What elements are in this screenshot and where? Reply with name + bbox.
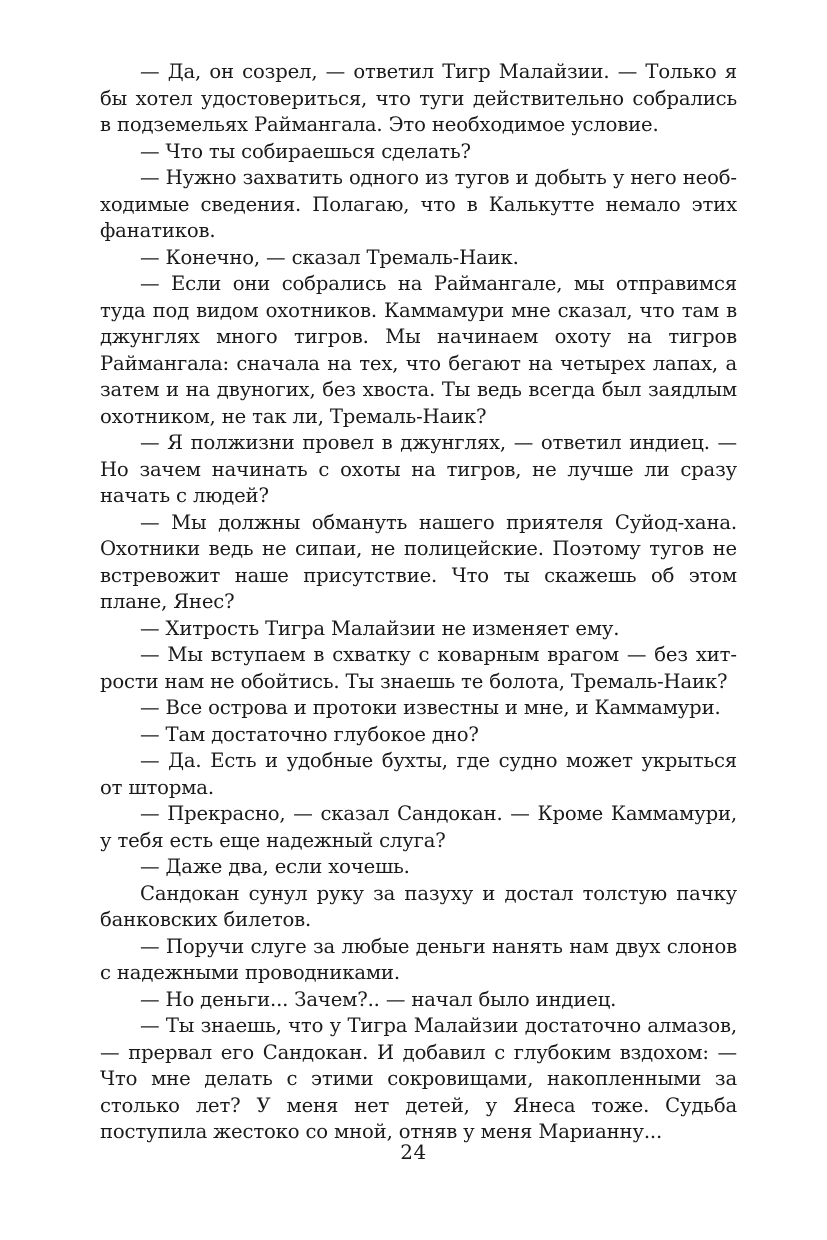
paragraph: — Я полжизни провел в джунглях, — ответил индиец. — Но зачем начинать с охоты на тигров, не лучше ли сразу начать с людей? [100, 431, 737, 507]
paragraph: — Что ты собираешься сделать? [140, 139, 471, 163]
paragraph: — Ты знаешь, что у Тигра Малайзии достаточно алмазов, — прервал его Сандокан. И добавил с глубоким вздохом: — Что мне делать с этими сокровищами, накопленными за столько лет? У меня нет детей, у Янеса тоже. Судьба поступила жестоко со мной, отняв у меня Марианну... [100, 1014, 737, 1143]
paragraph: — Хитрость Тигра Малайзии не изменяет ему. [140, 616, 620, 640]
paragraph: — Да, он созрел, — ответил Тигр Малайзии. — Только я бы хотел удостовериться, что туги действительно собрались в подземельях Раймангала. Это необходимое условие. [100, 60, 737, 136]
paragraph: — Если они собрались на Раймангале, мы отправимся туда под видом охотников. Каммамури мне сказал, что там в джунглях много тигров. Мы начинаем охоту на тигров Раймангала: сначала на тех, что бегают на четырех лапах, а затем и на двуногих, без хвоста. Ты ведь всегда был заядлым охотником, не так ли, Тремаль-Наик? [100, 272, 737, 428]
paragraph: — Да. Есть и удобные бухты, где судно может укрыться от шторма. [100, 749, 737, 799]
paragraph: — Мы должны обмануть нашего приятеля Суйод-хана. Охотники ведь не сипаи, не полицейские. Поэтому тугов не встревожит наше присутствие. Что ты скажешь об этом плане, Янес? [100, 510, 737, 613]
paragraph: — Прекрасно, — сказал Сандокан. — Кроме Каммамури, у тебя есть еще надежный слуга? [100, 802, 737, 852]
book-page-text [100, 59, 737, 1146]
paragraph: — Все острова и протоки известны и мне, и Каммамури. [140, 696, 721, 719]
paragraph: — Конечно, — сказал Тремаль-Наик. [140, 245, 519, 269]
paragraph: — Нужно захватить одного из тугов и добыть у него необходимые сведения. Полагаю, что в Калькутте немало этих фанатиков. [100, 166, 737, 242]
paragraph: — Но деньги... Зачем?.. — начал было индиец. [140, 987, 617, 1011]
paragraph: — Там достаточно глубокое дно? [140, 722, 479, 746]
paragraph: — Мы вступаем в схватку с коварным врагом — без хитрости нам не обойтись. Ты знаешь те болота, Тремаль-Наик? [100, 643, 737, 693]
paragraph: — Даже два, если хочешь. [140, 855, 410, 878]
paragraph: — Поручи слуге за любые деньги нанять нам двух слонов с надежными проводниками. [100, 934, 737, 984]
paragraph: Сандокан сунул руку за пазуху и достал толстую пачку банковских билетов. [100, 881, 737, 931]
page-number: 24 [400, 1140, 427, 1164]
